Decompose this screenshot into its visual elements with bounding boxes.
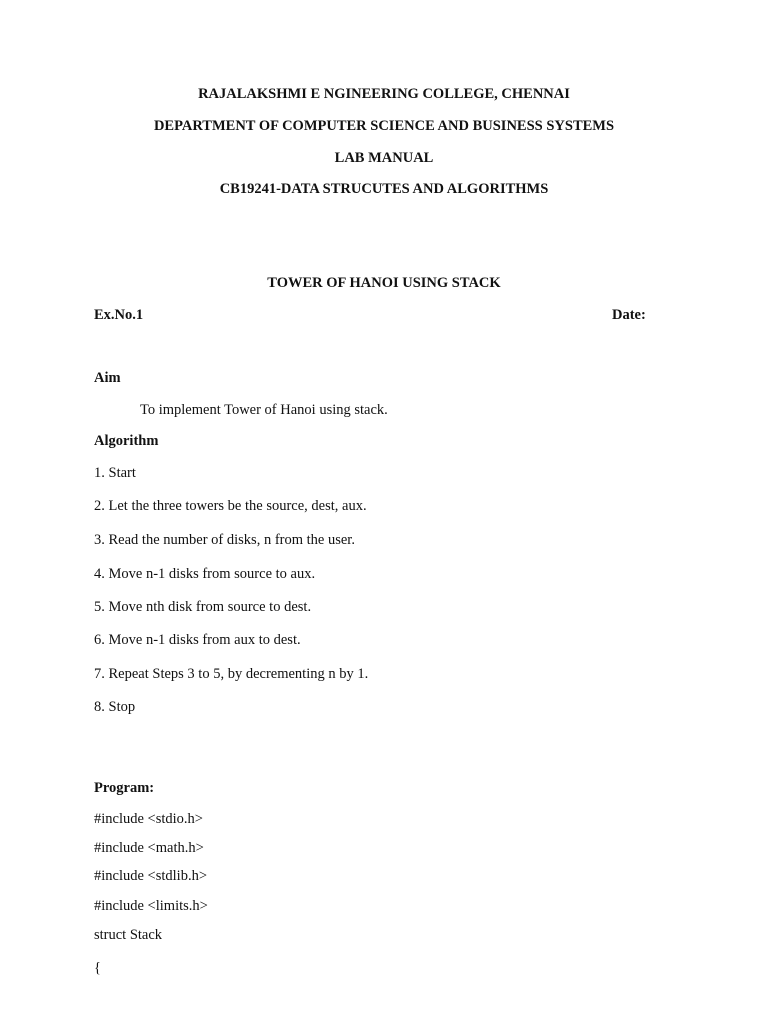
code-line: #include <math.h> [94, 840, 204, 856]
algorithm-step: 4. Move n-1 disks from source to aux. [94, 566, 316, 582]
algorithm-step: 8. Stop [94, 699, 136, 715]
code-line: #include <stdlib.h> [94, 868, 208, 884]
code-line: #include <stdio.h> [94, 811, 203, 827]
algorithm-heading: Algorithm [94, 433, 159, 449]
algorithm-step: 1. Start [94, 465, 136, 481]
experiment-number: Ex.No.1 [94, 307, 144, 323]
program-heading: Program: [94, 780, 155, 796]
code-line: #include <limits.h> [94, 898, 208, 914]
experiment-title: TOWER OF HANOI USING STACK [267, 275, 501, 291]
algorithm-step: 3. Read the number of disks, n from the user. [94, 532, 355, 548]
date-label: Date: [612, 307, 646, 323]
aim-heading: Aim [94, 370, 121, 386]
aim-text: To implement Tower of Hanoi using stack. [140, 402, 388, 418]
code-line: struct Stack [94, 927, 163, 943]
department-name: DEPARTMENT OF COMPUTER SCIENCE AND BUSINESS SYSTEMS [153, 118, 615, 134]
algorithm-step: 2. Let the three towers be the source, dest, aux. [94, 498, 367, 514]
algorithm-step: 5. Move nth disk from source to dest. [94, 599, 312, 615]
algorithm-step: 6. Move n-1 disks from aux to dest. [94, 632, 301, 648]
algorithm-step: 7. Repeat Steps 3 to 5, by decrementing n by 1. [94, 666, 369, 682]
code-line: { [94, 960, 101, 976]
manual-title: LAB MANUAL [334, 150, 434, 166]
college-name: RAJALAKSHMI E NGINEERING COLLEGE, CHENNAI [198, 86, 570, 102]
course-title: CB19241-DATA STRUCUTES AND ALGORITHMS [219, 181, 549, 197]
